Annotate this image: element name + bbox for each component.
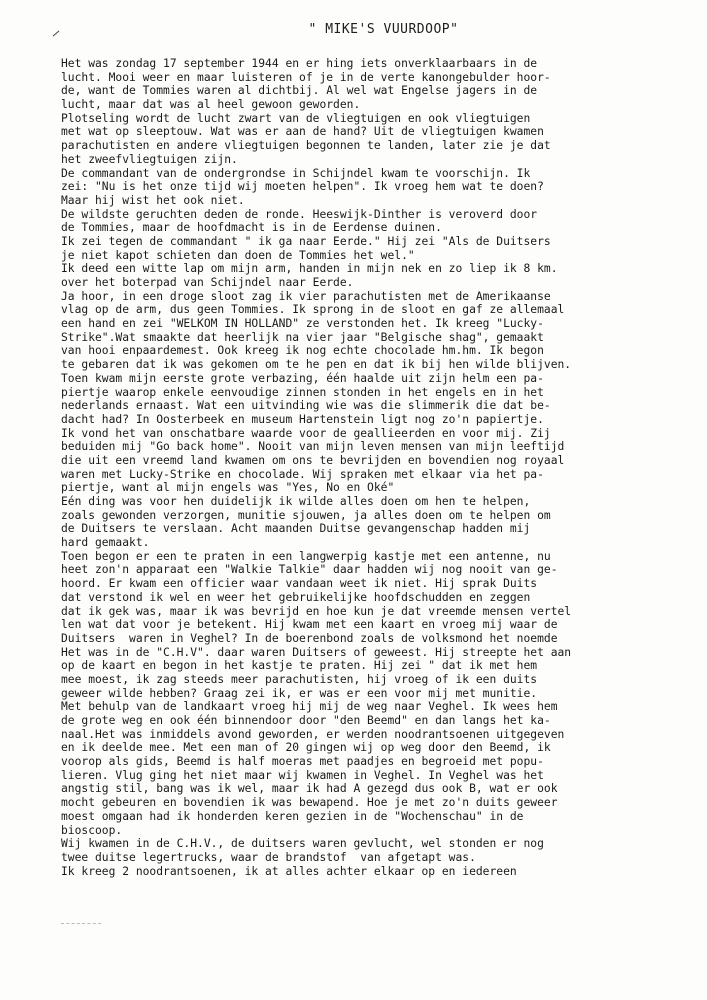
text-line: Ik kreeg 2 noodrantsoenen, ik at alles achter elkaar op en iedereen — [61, 864, 517, 878]
footer-mark — [61, 923, 101, 925]
text-line: op de kaart en begon in het kastje te praten. Hij zei " dat ik met hem — [61, 659, 538, 673]
text-line: te gebaren dat ik was gekomen om te he pen en dat ik bij hen wilde blijven. — [61, 358, 572, 372]
text-line: Ik deed een witte lap om mijn arm, handen in mijn nek en zo liep ik 8 km. — [61, 262, 558, 276]
text-line: Wij kwamen in de C.H.V., de duitsers waren gevlucht, wel stonden er nog — [61, 837, 544, 851]
text-line: heet zon'n apparaat een "Walkie Talkie" daar hadden wij nog nooit van ge- — [61, 563, 558, 577]
text-line: vlag op de arm, dus geen Tommies. Ik sprong in de sloot en gaf ze allemaal — [61, 303, 565, 317]
text-line: de grote weg en ook één binnendoor door "den Beemd" en dan langs het ka- — [61, 714, 551, 727]
text-line: naal.Het was inmiddels avond geworden, er werden noodrantsoenen uitgegeven — [61, 727, 565, 741]
text-line: geweer wilde hebben? Graag zei ik, er was er een voor mij met munitie. — [61, 686, 538, 700]
text-line: Ik vond het van onschatbare waarde voor de geallieerden en voor mij. Zij — [61, 426, 551, 440]
text-line: mee moest, ik zag steeds meer parachutisten, hij vroeg of ik een duits — [61, 672, 538, 686]
text-line: angstig stil, bang was ik wel, maar ik had A gezegd dus ook B, wat er ook — [61, 782, 558, 796]
text-line: Ja hoor, in een droge sloot zag ik vier parachutisten met de Amerikaanse — [61, 289, 551, 303]
text-line: Duitsers waren in Veghel? In de boerenbond zoals de volksmond het noemde — [61, 631, 558, 645]
text-line: Strike".Wat smaakte dat heerlijk na vier jaar "Belgische shag", gemaakt — [61, 330, 544, 344]
text-line: hard gemaakt. — [61, 536, 150, 550]
text-line: moest omgaan had ik honderden keren gezien in de "Wochenschau" in de — [61, 809, 524, 823]
text-line: piertje waarop enkele eenvoudige zinnen stonden in het engels en in het — [61, 385, 544, 399]
text-line: nederlands ernaast. Wat een uitvinding wie was die slimmerik die dat be- — [61, 399, 551, 413]
text-line: van hooi enpaardemest. Ook kreeg ik nog echte chocolade hm.hm. Ik begon — [61, 344, 544, 358]
text-line: Ik zei tegen de commandant " ik ga naar Eerde." Hij zei "Als de Duitsers — [61, 234, 551, 248]
text-line: dat ik gek was, maar ik was bevrijd en hoe kun je dat vreemde mensen vertel — [61, 604, 572, 618]
document-title: " MIKE'S VUURDOOP" — [308, 22, 459, 37]
text-line: Eén ding was voor hen duidelijk ik wilde alles doen om hen te helpen, — [61, 495, 531, 508]
text-line: lucht, maar dat was al heel gewoon geworden. — [61, 98, 361, 112]
text-line: beduiden mij "Go back home". Nooit van mijn leven mensen van mijn leeftijd — [61, 440, 565, 454]
text-line: die uit een vreemd land kwamen om ons te bevrijden en bovendien nog royaal — [61, 453, 565, 467]
text-line: mocht gebeuren en bovendien ik was bewapend. Hoe je met zo'n duits geweer — [61, 796, 558, 810]
text-line: bioscoop. — [61, 823, 123, 837]
text-line: over het boterpad van Schijndel naar Eerde. — [61, 276, 354, 289]
text-line: twee duitse legertrucks, waar de brandstof van afgetapt was. — [61, 850, 476, 864]
text-line: zei: "Nu is het onze tijd wij moeten helpen". Ik vroeg hem wat te doen? — [61, 180, 544, 194]
text-line: de Duitsers te verslaan. Acht maanden Duitse gevangenschap hadden mij — [61, 522, 531, 536]
text-line: dacht had? In Oosterbeek en museum Hartenstein ligt nog zo'n papiertje. — [61, 412, 544, 426]
text-line: de, want de Tommies waren al dichtbij. Al wel wat Engelse jagers in de — [61, 84, 538, 98]
text-line: Maar hij wist het ook niet. — [61, 193, 245, 207]
text-line: het zweefvliegtuigen zijn. — [61, 152, 238, 166]
text-line: met wat op sleeptouw. Wat was er aan de hand? Uit de vliegtuigen kwamen — [61, 125, 544, 139]
text-line: Toen begon er een te praten in een langwerpig kastje met een antenne, nu — [61, 549, 551, 563]
text-line: parachutisten en andere vliegtuigen begonnen te landen, later zie je dat — [61, 139, 551, 153]
text-line: lucht. Mooi weer en maar luisteren of je in de verte kanongebulder hoor- — [61, 70, 551, 84]
text-line: lieren. Vlug ging het niet maar wij kwamen in Veghel. In Veghel was het — [61, 768, 544, 782]
text-line: waren met Lucky-Strike en chocolade. Wij spraken met elkaar via het pa- — [61, 467, 544, 481]
text-line: en ik deelde mee. Met een man of 20 gingen wij op weg door den Beemd, ik — [61, 741, 551, 755]
text-line: Het was in de "C.H.V". daar waren Duitsers of geweest. Hij streepte het aan — [61, 645, 572, 659]
text-line: hoord. Er kwam een officier waar vandaan weet ik niet. Hij sprak Duits — [61, 577, 538, 591]
text-line: Plotseling wordt de lucht zwart van de vliegtuigen en ook vliegtuigen — [61, 111, 531, 125]
text-line: De wildste geruchten deden de ronde. Heeswijk-Dinther is veroverd door — [61, 207, 538, 221]
text-line: Toen kwam mijn eerste grote verbazing, één haalde uit zijn helm een pa- — [61, 371, 544, 385]
text-line: een hand en zei "WELKOM IN HOLLAND" ze verstonden het. Ik kreeg "Lucky- — [61, 317, 544, 331]
text-line: zoals gewonden verzorgen, munitie sjouwen, ja alles doen om te helpen om — [61, 508, 551, 522]
text-line: voorop als gids, Beemd is half moeras met paadjes en begroeid met popu- — [61, 755, 544, 769]
text-line: De commandant van de ondergrondse in Schijndel kwam te voorschijn. Ik — [61, 166, 531, 180]
text-line: dat verstond ik wel en weer het gebruikelijke hoofdschudden en zeggen — [61, 590, 531, 604]
text-line: len wat dat voor je betekent. Hij kwam met een kaart en vroeg mij waar de — [61, 618, 558, 632]
text-line: de Tommies, maar de hoofdmacht is in de Eerdense duinen. — [61, 221, 442, 235]
text-line: Het was zondag 17 september 1944 en er hing iets onverklaarbaars in de — [61, 57, 538, 70]
document-body — [61, 57, 701, 878]
text-line: je niet kapot schieten dan doen de Tommies het wel." — [61, 248, 415, 262]
text-line: piertje, want al mijn engels was "Yes, No en Oké" — [61, 481, 395, 495]
text-line: Met behulp van de landkaart vroeg hij mij de weg naar Veghel. Ik wees hem — [61, 700, 558, 714]
